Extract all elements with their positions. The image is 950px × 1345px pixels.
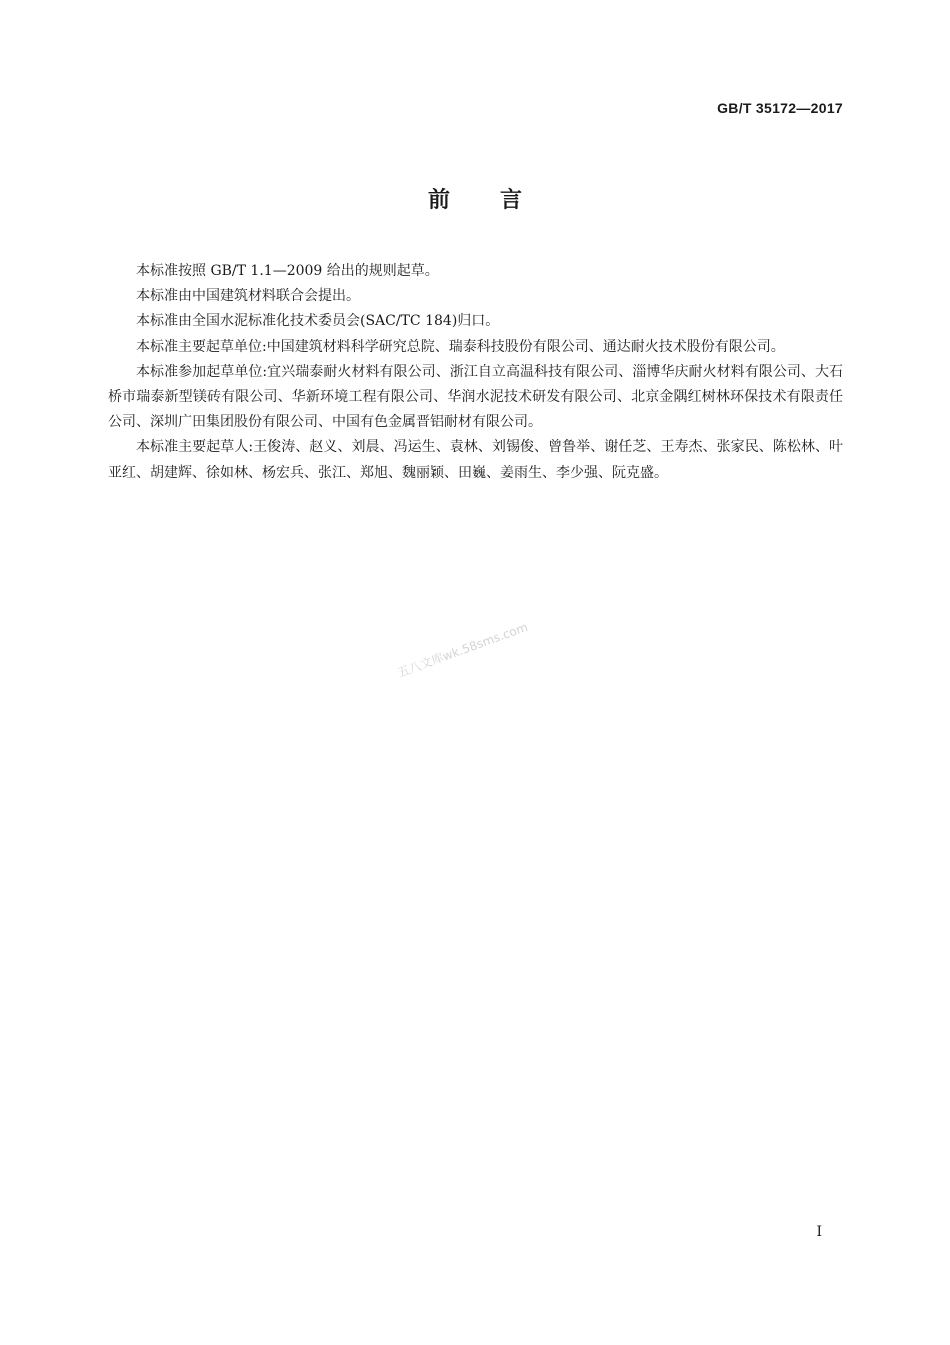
standard-code: GB/T 35172—2017	[717, 100, 843, 116]
paragraph-main-drafters: 本标准主要起草人:王俊涛、赵义、刘晨、冯运生、袁林、刘锡俊、曾鲁举、谢任芝、王寿杰、张家民、陈松林、叶亚红、胡建辉、徐如林、杨宏兵、张江、郑旭、魏丽颖、田巍、姜雨生、李少强、阮克盛。	[108, 439, 843, 481]
page-number: I	[816, 1224, 822, 1240]
watermark: 五八文库wk.58sms.com	[395, 619, 530, 681]
page-title: 前言	[427, 188, 572, 213]
paragraph-administrator: 本标准由全国水泥标准化技术委员会(SAC/TC 184)归口。	[136, 313, 500, 330]
paragraph-participating-units: 本标准参加起草单位:宜兴瑞泰耐火材料有限公司、浙江自立高温科技有限公司、淄博华庆耐火材料有限公司、大石桥市瑞泰新型镁砖有限公司、华新环境工程有限公司、华润水泥技术研发有限公司、北京金隅红树林环保技术有限责任公司、深圳广田集团股份有限公司、中国有色金属晋铝耐材有限公司。	[108, 363, 843, 431]
paragraph-proposer: 本标准由中国建筑材料联合会提出。	[136, 288, 360, 305]
paragraph-drafting-rules: 本标准按照 GB/T 1.1—2009 给出的规则起草。	[136, 263, 439, 279]
foreword-body	[108, 259, 843, 486]
paragraph-main-drafting-units: 本标准主要起草单位:中国建筑材料科学研究总院、瑞泰科技股份有限公司、通达耐火技术股份有限公司。	[136, 338, 785, 355]
